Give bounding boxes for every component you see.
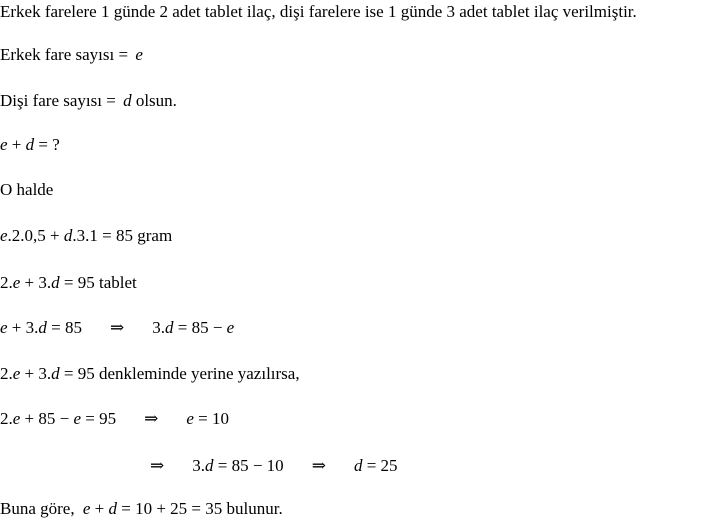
subst-eq-e: e — [12, 364, 21, 383]
simp-eq-e: e — [0, 318, 8, 337]
tablet-eq-d: d — [51, 273, 60, 292]
solve-d-result: = 25 — [362, 456, 398, 475]
simplified-equation — [0, 318, 234, 338]
conclusion-var-d: d — [108, 499, 117, 518]
subst-eq-coef: 2. — [0, 364, 13, 383]
solve-e-line — [0, 409, 229, 429]
implies-arrow-icon: ⇒ — [150, 456, 165, 475]
female-mice-tail: olsun. — [131, 91, 177, 110]
simp-eq-d: d — [38, 318, 47, 337]
subst-eq-d: d — [51, 364, 60, 383]
implies-arrow-icon: ⇒ — [109, 318, 125, 337]
tablet-equation — [0, 273, 137, 293]
eq-rest: = ? — [34, 135, 60, 154]
simp-eq-part: + 3. — [7, 318, 39, 337]
problem-statement — [0, 2, 637, 22]
male-mice-label: Erkek fare sayısı = — [0, 45, 133, 64]
conclusion-var-e: e — [82, 499, 91, 518]
gram-eq-value: .3.1 = 85 — [72, 226, 133, 245]
conclusion-suffix: bulunur. — [222, 499, 283, 518]
male-mice-variable: e — [135, 45, 143, 64]
tablet-eq-part: + 3. — [20, 273, 52, 292]
solve-e-result: = 10 — [193, 409, 230, 428]
tablet-eq-e: e — [12, 273, 21, 292]
tablet-eq-value: = 95 — [59, 273, 95, 292]
simp-eq-e2: e — [226, 318, 235, 337]
subst-eq-part: + 3. — [20, 364, 52, 383]
gram-equation — [0, 226, 172, 246]
solve-d-coef: 3. — [192, 456, 205, 475]
male-mice-definition — [0, 45, 143, 65]
tablet-eq-coef: 2. — [0, 273, 13, 292]
substitution-line — [0, 364, 300, 384]
solve-e-var1: e — [12, 409, 21, 428]
problem-statement-text: Erkek farelere 1 günde 2 adet tablet ilaç, dişi farelere ise 1 günde 3 adet tablet ilaç verilmiştir. — [0, 2, 637, 21]
gram-eq-unit: gram — [132, 226, 173, 245]
eq-var-e: e — [0, 135, 8, 154]
subst-eq-note: denkleminde yerine yazılırsa, — [94, 364, 300, 383]
conclusion-result: = 10 + 25 = 35 — [116, 499, 223, 518]
gram-eq-d: d — [63, 226, 73, 245]
conclusion-op: + — [90, 499, 109, 518]
conclusion-line — [0, 499, 283, 519]
subst-eq-value: = 95 — [59, 364, 95, 383]
tablet-eq-unit: tablet — [94, 273, 137, 292]
eq-var-d: d — [25, 135, 35, 154]
simp-eq-d2: d — [164, 318, 174, 337]
gram-eq-part: .2.0,5 + — [7, 226, 64, 245]
solve-d-var: d — [205, 456, 214, 475]
gram-eq-e: e — [0, 226, 8, 245]
implies-arrow-icon: ⇒ — [311, 456, 326, 475]
solve-d-result-var: d — [353, 456, 363, 475]
female-mice-label: Dişi fare sayısı = — [0, 91, 121, 110]
simp-eq-rhs: = 85 − — [173, 318, 227, 337]
simp-eq-coef: 3. — [152, 318, 165, 337]
solve-e-var2: e — [73, 409, 82, 428]
female-mice-definition — [0, 91, 177, 111]
simp-eq-value: = 85 — [46, 318, 82, 337]
female-mice-variable: d — [123, 91, 132, 110]
solve-d-line — [150, 456, 398, 476]
therefore-line — [0, 180, 53, 200]
solve-e-result-var: e — [186, 409, 194, 428]
therefore-text: O halde — [0, 180, 54, 199]
solve-d-rhs: = 85 − 10 — [213, 456, 284, 475]
solve-e-part: + 85 − — [20, 409, 74, 428]
solve-e-coef: 2. — [0, 409, 13, 428]
question-equation — [0, 135, 60, 155]
implies-arrow-icon: ⇒ — [144, 409, 159, 428]
solve-e-value: = 95 — [81, 409, 117, 428]
eq-op: + — [7, 135, 26, 154]
conclusion-prefix: Buna göre, — [0, 499, 79, 518]
